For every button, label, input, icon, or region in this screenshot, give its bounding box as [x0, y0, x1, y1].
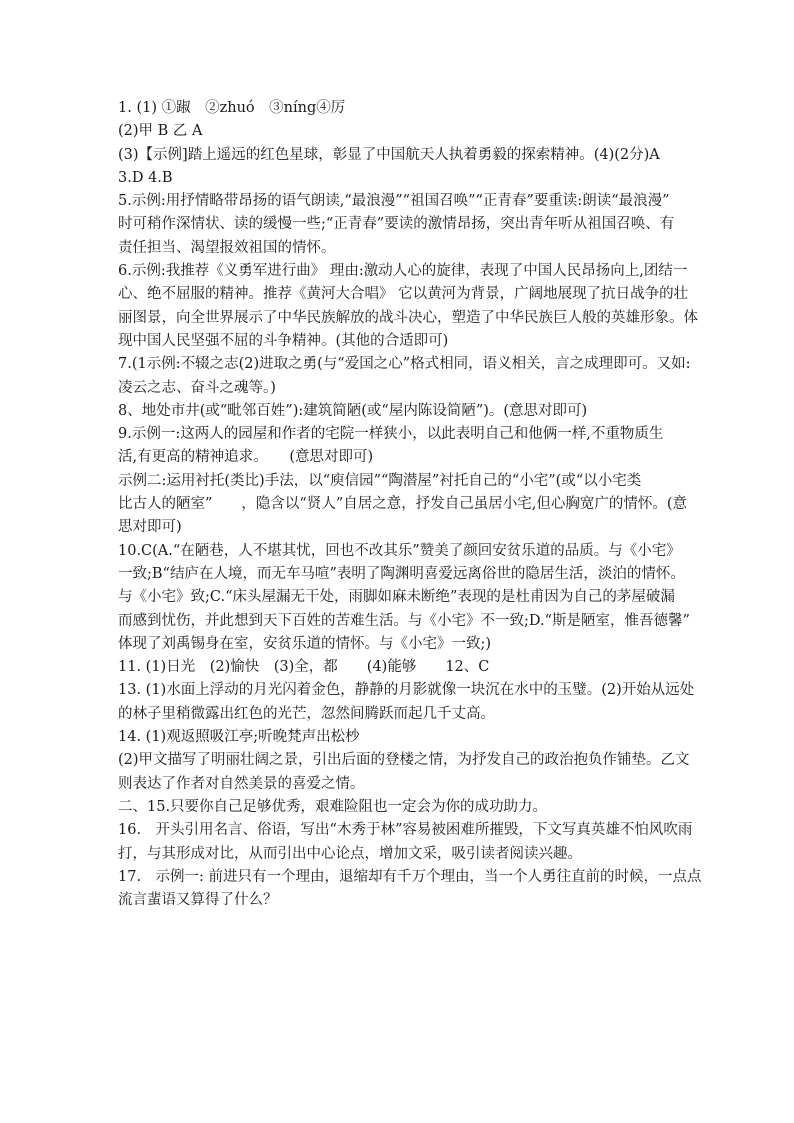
text-line: 7.(1示例:不辍之志(2)进取之勇(与“爱国之心”格式相同，语义相关，言之成理即可。又如:: [118, 356, 691, 373]
text-line: 3.D 4.B: [118, 169, 173, 186]
text-line: 丽图景，向全世界展示了中华民族解放的战斗决心，塑造了中华民族巨人般的英雄形象。体: [118, 309, 698, 326]
text-line: 11. (1)日光 (2)愉快 (3)全，都 (4)能够 12、C: [118, 659, 490, 676]
text-line: 凌云之志、奋斗之魂等。): [118, 379, 276, 396]
text-line: 比古人的陋室” ，隐含以“贤人”自居之意，抒发自己虽居小宅,但心胸宽广的情怀。(意: [118, 496, 688, 513]
text-line: 心、绝不屈服的精神。推荐《黄河大合唱》 它以黄河为背景，广阔地展现了抗日战争的壮: [118, 286, 689, 303]
text-line: 打，与其形成对比，从而引出中心论点，增加文采，吸引读者阅读兴趣。: [118, 845, 582, 862]
text-line: 示例二:运用衬托(类比)手法，以“庾信园”“陶潜屋”衬托自己的“小宅”(或“以小宅类: [118, 472, 642, 489]
text-line: 体现了刘禹锡身在室，安贫乐道的情怀。与《小宅》一致;): [118, 635, 492, 652]
text-line: (2)甲文描写了明丽壮阔之景，引出后面的登楼之情，为抒发自己的政治抱负作铺垫。乙文: [118, 752, 690, 769]
text-line: 13. (1)水面上浮动的月光闪着金色，静静的月影就像一块沉在水中的玉璧。(2)开始从远处: [118, 682, 695, 699]
text-line: 则表达了作者对自然美景的喜爱之情。: [118, 775, 365, 792]
text-line: 活,有更高的精神追求。 (意思对即可): [118, 449, 374, 466]
text-line: 9.示例一:这两人的园屋和作者的宅院一样狭小，以此表明自己和他俩一样,不重物质生: [118, 426, 664, 443]
text-line: 流言蜚语又算得了什么？: [118, 892, 278, 909]
text-line: 一致;B“结庐在人境，而无车马喧”表明了陶渊明喜爱远离俗世的隐居生活，淡泊的情怀。: [118, 565, 685, 582]
text-line: 17. 示例一: 前进只有一个理由，退缩却有千万个理由，当一个人勇往直前的时候，一点点: [118, 868, 702, 885]
text-line: 6.示例:我推荐《义勇军进行曲》 理由:激动人心的旋律，表现了中国人民昂扬向上,团结一: [118, 263, 688, 280]
answer-key-document: [118, 97, 702, 912]
text-line: (2)甲 B 乙 A: [118, 123, 203, 140]
text-line: 与《小宅》致;C.“床头屋漏无干处，雨脚如麻未断绝”表现的是杜甫因为自己的茅屋破漏: [118, 589, 675, 606]
text-line: 8、地处市井(或“毗邻百姓”):建筑简陋(或“屋内陈设简陋”)。(意思对即可): [118, 402, 588, 419]
text-line: 10.C(A.“在陋巷，人不堪其忧，回也不改其乐”赞美了颜回安贫乐道的品质。与《小宅》: [118, 542, 681, 559]
text-line: 思对即可): [118, 519, 182, 536]
text-line: 责任担当、渴望报效祖国的情怀。: [118, 239, 336, 256]
text-line: (3)【示例]踏上遥远的红色星球，彰显了中国航天人执着勇毅的探索精神。(4)(2分)A: [118, 146, 660, 163]
text-line: 而感到忧伤，并此想到天下百姓的苦难生活。与《小宅》不一致;D.“斯是陋室，惟吾德馨”: [118, 612, 690, 629]
text-line: 16. 开头引用名言、俗语，写出“木秀于林”容易被困难所摧毁，下文写真英雄不怕风吹雨: [118, 822, 693, 839]
text-line: 14. (1)观返照吸江亭;听晚梵声出松杪: [118, 729, 360, 746]
text-line: 时可稍作深情状、读的缓慢一些;“正青春”要读的激情昂扬，突出青年听从祖国召唤、有: [118, 216, 675, 233]
text-line: 现中国人民坚强不屈的斗争精神。(其他的合适即可): [118, 332, 449, 349]
text-line: 二、15.只要你自己足够优秀，艰难险阻也一定会为你的成功助力。: [118, 798, 548, 815]
text-line: 的林子里稍微露出红色的光芒，忽然间腾跃而起几千丈高。: [118, 705, 495, 722]
text-line: 5.示例:用抒情略带昂扬的语气朗读,“最浪漫”“祖国召唤”“正青春”要重读:朗读“最浪漫”: [118, 193, 670, 210]
text-line: 1. (1) ①踧 ②zhuó ③níng④厉: [118, 100, 346, 116]
